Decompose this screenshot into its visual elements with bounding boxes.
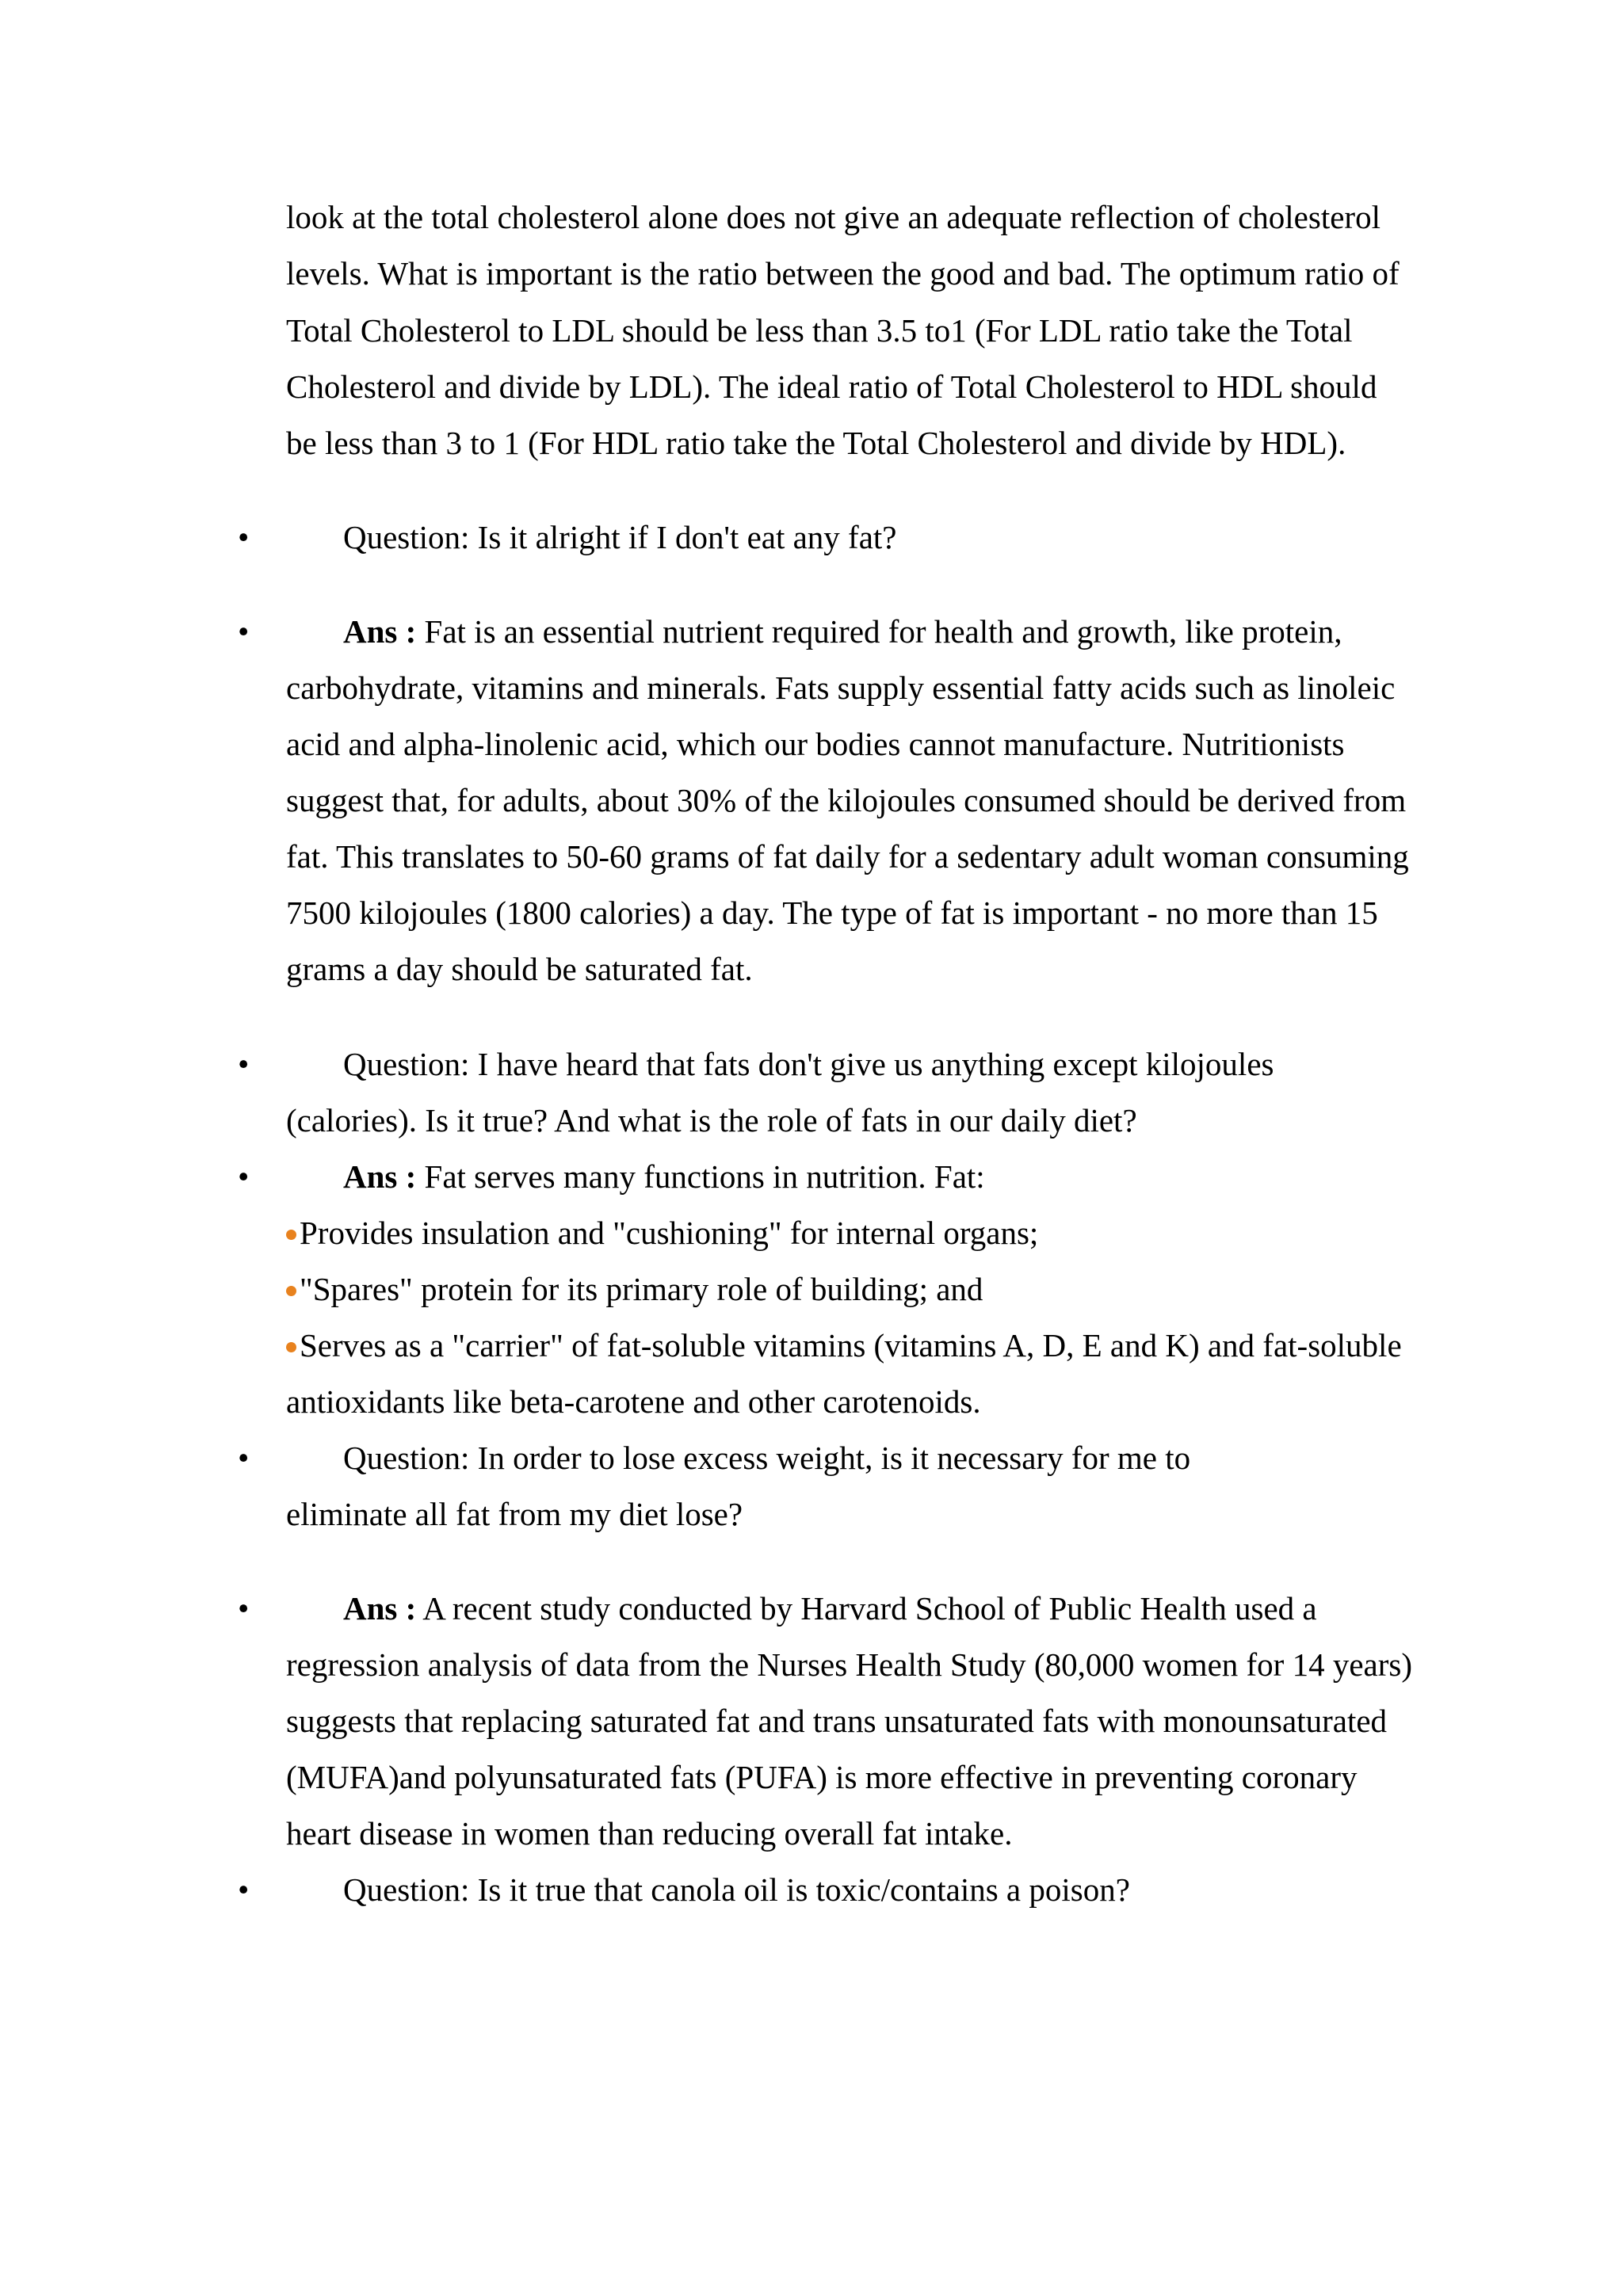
answer-3-line-3: suggests that replacing saturated fat and trans unsaturated fats with monounsaturated	[286, 1703, 1388, 1739]
question-3-line-2: eliminate all fat from my diet lose?	[286, 1496, 743, 1532]
answer-1-line-2: carbohydrate, vitamins and minerals. Fats supply essential fatty acids such as linoleic	[286, 669, 1396, 706]
question-4-text: Question: Is it true that canola oil is toxic/contains a poison?	[343, 1871, 1130, 1908]
question-4	[286, 1866, 1130, 1913]
answer-1-line-5: fat. This translates to 50-60 grams of fat daily for a sedentary adult woman consuming	[286, 838, 1409, 875]
answer-3-text: A recent study conducted by Harvard School of Public Health used a	[416, 1590, 1317, 1627]
answer-2-line-1	[286, 1153, 985, 1200]
answer-3-line-4: (MUFA)and polyunsaturated fats (PUFA) is more effective in preventing coronary	[286, 1759, 1358, 1795]
bullet-a2: •	[238, 1158, 250, 1195]
answer-1-line-7: grams a day should be saturated fat.	[286, 951, 753, 987]
question-3-line-1	[286, 1434, 1190, 1482]
answer-3-line-2: regression analysis of data from the Nurses Health Study (80,000 women for 14 years)	[286, 1646, 1412, 1683]
answer-1-line-6: 7500 kilojoules (1800 calories) a day. The type of fat is important - no more than 15	[286, 894, 1378, 931]
orange-bullet-icon	[286, 1230, 296, 1240]
question-3-text: Question: In order to lose excess weight, is it necessary for me to	[343, 1440, 1191, 1476]
orange-bullet-icon	[286, 1342, 296, 1352]
bullet-q4: •	[238, 1871, 250, 1908]
answer-1-line-3: acid and alpha-linolenic acid, which our bodies cannot manufacture. Nutritionists	[286, 726, 1345, 762]
question-1-text: Question: Is it alright if I don't eat any fat?	[343, 519, 897, 555]
ans-label: Ans :	[343, 1158, 417, 1195]
bullet-q2: •	[238, 1046, 250, 1082]
sub-bullet-item	[286, 1265, 983, 1313]
question-2-line-2: (calories). Is it true? And what is the role of fats in our daily diet?	[286, 1102, 1137, 1138]
intro-line-1: look at the total cholesterol alone does not give an adequate reflection of cholesterol	[286, 199, 1381, 235]
answer-1-text: Fat is an essential nutrient required for health and growth, like protein,	[416, 613, 1342, 650]
intro-line-3: Total Cholesterol to LDL should be less than 3.5 to1 (For LDL ratio take the Total	[286, 312, 1353, 349]
sub-bullet-item	[286, 1322, 1402, 1369]
sub-bullet-text: Serves as a "carrier" of fat-soluble vitamins (vitamins A, D, E and K) and fat-soluble	[300, 1327, 1402, 1363]
sub-bullet-text: Provides insulation and "cushioning" for internal organs;	[300, 1215, 1039, 1251]
question-1	[286, 513, 897, 561]
intro-line-5: be less than 3 to 1 (For HDL ratio take the Total Cholesterol and divide by HDL).	[286, 425, 1346, 461]
answer-2-continuation: antioxidants like beta-carotene and other carotenoids.	[286, 1383, 981, 1420]
sub-bullet-item	[286, 1209, 1038, 1257]
answer-2-text: Fat serves many functions in nutrition. Fat:	[416, 1158, 985, 1195]
sub-bullet-text: "Spares" protein for its primary role of building; and	[300, 1271, 983, 1307]
bullet-a1: •	[238, 613, 250, 650]
orange-bullet-icon	[286, 1286, 296, 1296]
answer-3-line-1	[286, 1585, 1317, 1632]
intro-line-2: levels. What is important is the ratio between the good and bad. The optimum ratio of	[286, 255, 1400, 292]
intro-line-4: Cholesterol and divide by LDL). The ideal ratio of Total Cholesterol to HDL should	[286, 368, 1377, 405]
answer-1-line-1	[286, 608, 1342, 655]
bullet-a3: •	[238, 1590, 250, 1627]
ans-label: Ans :	[343, 1590, 417, 1627]
answer-1-line-4: suggest that, for adults, about 30% of the kilojoules consumed should be derived from	[286, 782, 1407, 818]
question-2-line-1	[286, 1040, 1274, 1088]
answer-3-line-5: heart disease in women than reducing overall fat intake.	[286, 1815, 1013, 1852]
question-2-text: Question: I have heard that fats don't give us anything except kilojoules	[343, 1046, 1274, 1082]
bullet-q3: •	[238, 1440, 250, 1476]
ans-label: Ans :	[343, 613, 417, 650]
bullet-q1: •	[238, 519, 250, 555]
